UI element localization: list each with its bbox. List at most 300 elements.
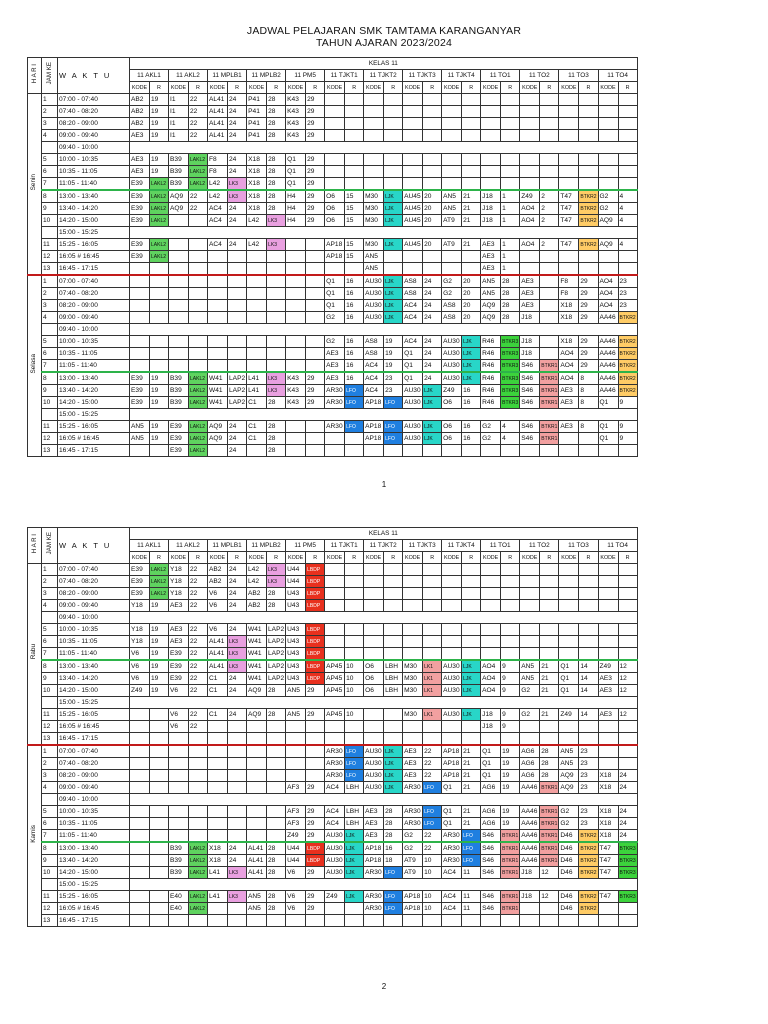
kode-cell: AQ9 — [598, 215, 618, 227]
table-row — [28, 842, 638, 855]
kode-cell: H4 — [286, 203, 306, 215]
kode-cell — [130, 770, 150, 782]
time-cell: 11:05 - 11:40 — [58, 360, 130, 373]
kode-cell — [598, 263, 618, 276]
room-cell — [579, 733, 598, 746]
room-cell: LJK — [384, 215, 403, 227]
kode-cell: AG6 — [481, 806, 501, 818]
kode-cell — [442, 564, 462, 576]
day-name: Rabu — [30, 644, 37, 660]
kode-cell — [247, 275, 267, 288]
kode-cell — [247, 758, 267, 770]
kode-cell: AA46 — [598, 360, 618, 373]
kode-cell — [481, 624, 501, 636]
kode-header: KODE — [169, 552, 189, 564]
kode-cell: M30 — [364, 190, 384, 203]
room-cell: 1 — [501, 263, 520, 276]
jam-cell: 12 — [42, 251, 58, 263]
kode-cell — [598, 745, 618, 758]
room-cell — [267, 745, 286, 758]
kode-cell — [520, 118, 540, 130]
kode-cell: Q1 — [325, 300, 345, 312]
kode-cell: Q1 — [442, 782, 462, 794]
class-header: 11 TO1 — [481, 540, 520, 552]
room-cell: BTKR1 — [501, 842, 520, 855]
kode-cell: AU30 — [364, 288, 384, 300]
room-cell: 21 — [540, 673, 559, 685]
room-cell — [189, 782, 208, 794]
kode-cell — [598, 564, 618, 576]
room-cell — [618, 648, 637, 661]
room-cell: 4 — [618, 239, 637, 251]
kode-cell: Y18 — [130, 624, 150, 636]
kode-cell: T47 — [559, 203, 579, 215]
kode-cell: AG6 — [520, 758, 540, 770]
room-cell — [228, 721, 247, 733]
kode-cell: E39 — [130, 397, 150, 409]
jam-cell: 13 — [42, 263, 58, 276]
kode-cell — [520, 588, 540, 600]
kode-cell — [364, 588, 384, 600]
kode-cell: AN5 — [520, 673, 540, 685]
room-cell: 21 — [462, 758, 481, 770]
table-row — [28, 421, 638, 433]
r-header: R — [540, 82, 559, 94]
room-cell: 29 — [579, 312, 598, 324]
room-cell: 23 — [579, 782, 598, 794]
kode-cell: AR30 — [325, 770, 345, 782]
room-cell: BTKR2 — [579, 190, 598, 203]
room-cell — [228, 312, 247, 324]
room-cell: 24 — [228, 673, 247, 685]
kode-cell — [208, 806, 228, 818]
kode-cell: D46 — [559, 830, 579, 843]
room-cell: 29 — [579, 300, 598, 312]
kode-cell: AE3 — [169, 600, 189, 612]
kode-cell: Q1 — [403, 372, 423, 385]
kode-cell: AR30 — [364, 903, 384, 915]
kode-cell — [442, 251, 462, 263]
kode-cell: G2 — [403, 842, 423, 855]
room-cell — [267, 830, 286, 843]
room-cell: LJK — [423, 433, 442, 445]
room-cell: LK1 — [423, 673, 442, 685]
kode-cell — [169, 782, 189, 794]
kode-cell — [364, 564, 384, 576]
kode-cell — [325, 588, 345, 600]
kode-cell: AQ9 — [208, 433, 228, 445]
kode-cell — [364, 106, 384, 118]
room-cell: 22 — [189, 576, 208, 588]
kode-cell: AP18 — [442, 758, 462, 770]
room-cell — [267, 818, 286, 830]
kode-cell: E39 — [130, 372, 150, 385]
kode-cell: E39 — [130, 239, 150, 251]
room-cell: 29 — [306, 372, 325, 385]
room-cell: 29 — [579, 288, 598, 300]
room-cell: LAP2 — [267, 624, 286, 636]
time-cell: 09:00 - 09:40 — [58, 130, 130, 142]
kode-cell — [169, 806, 189, 818]
kode-cell: I1 — [169, 106, 189, 118]
table-row — [28, 830, 638, 843]
kode-cell: AC4 — [442, 903, 462, 915]
kode-cell: AB2 — [247, 600, 267, 612]
room-cell: BTKR1 — [501, 855, 520, 867]
room-cell — [579, 251, 598, 263]
room-cell: 15 — [345, 215, 364, 227]
kode-cell: AF3 — [286, 818, 306, 830]
kode-cell: U44 — [286, 855, 306, 867]
room-cell — [189, 770, 208, 782]
kode-cell: O6 — [364, 673, 384, 685]
room-cell: 29 — [306, 397, 325, 409]
kode-cell: W41 — [247, 636, 267, 648]
kode-cell: V6 — [130, 648, 150, 661]
kode-cell: AC4 — [364, 385, 384, 397]
time-cell: 15:00 - 15:25 — [58, 697, 130, 709]
day-label — [28, 745, 42, 927]
kode-cell — [559, 588, 579, 600]
room-cell: LJK — [345, 891, 364, 903]
room-cell: BTKR2 — [618, 360, 637, 373]
time-cell: 07:00 - 07:40 — [58, 564, 130, 576]
room-cell — [423, 624, 442, 636]
kode-cell: AT9 — [442, 239, 462, 251]
kode-cell: Z49 — [598, 660, 618, 673]
room-cell — [189, 745, 208, 758]
room-cell — [345, 166, 364, 178]
time-cell: 15:00 - 15:25 — [58, 409, 130, 421]
room-cell — [618, 721, 637, 733]
kode-cell: P41 — [247, 130, 267, 142]
kode-cell: R46 — [481, 372, 501, 385]
room-cell: 29 — [306, 806, 325, 818]
jam-cell: 3 — [42, 300, 58, 312]
kode-cell: AN5 — [442, 203, 462, 215]
room-cell: LJK — [384, 770, 403, 782]
time-cell: 16:05 # 16:45 — [58, 721, 130, 733]
room-cell: 22 — [189, 600, 208, 612]
kode-cell — [208, 915, 228, 927]
room-cell: LAP2 — [228, 385, 247, 397]
kode-cell: G2 — [598, 203, 618, 215]
room-cell: 23 — [579, 806, 598, 818]
room-cell — [501, 636, 520, 648]
kode-cell — [481, 576, 501, 588]
room-cell: LAKL2 — [150, 588, 169, 600]
room-cell — [384, 624, 403, 636]
room-cell — [540, 166, 559, 178]
kode-cell: S46 — [481, 842, 501, 855]
room-cell: 19 — [501, 758, 520, 770]
room-cell: LAKL2 — [150, 251, 169, 263]
kode-cell: M30 — [364, 239, 384, 251]
room-cell: LAKL2 — [150, 576, 169, 588]
room-cell: LBH — [345, 806, 364, 818]
room-cell: BTKR2 — [579, 842, 598, 855]
kode-cell: AE3 — [481, 251, 501, 263]
kode-cell: AE3 — [169, 636, 189, 648]
kode-cell: B39 — [169, 385, 189, 397]
kode-cell: AP18 — [364, 855, 384, 867]
kode-cell: AE3 — [325, 348, 345, 360]
room-cell: 12 — [618, 709, 637, 721]
kode-cell — [286, 251, 306, 263]
room-cell — [423, 636, 442, 648]
kode-cell — [481, 118, 501, 130]
time-cell: 15:25 - 16:05 — [58, 891, 130, 903]
kode-cell: AU30 — [403, 433, 423, 445]
room-cell — [423, 263, 442, 276]
kode-cell — [520, 263, 540, 276]
room-cell — [540, 130, 559, 142]
kode-cell — [325, 445, 345, 457]
r-header: R — [345, 82, 364, 94]
room-cell — [228, 733, 247, 746]
room-cell — [306, 300, 325, 312]
room-cell — [384, 588, 403, 600]
room-cell — [228, 360, 247, 373]
room-cell — [462, 166, 481, 178]
room-cell: 29 — [306, 106, 325, 118]
room-cell: LJK — [423, 385, 442, 397]
room-cell: LAKL2 — [189, 855, 208, 867]
kode-cell: D46 — [559, 903, 579, 915]
room-cell — [306, 445, 325, 457]
jam-cell: 8 — [42, 190, 58, 203]
kode-cell: F8 — [559, 288, 579, 300]
room-cell — [423, 94, 442, 106]
room-cell: 23 — [579, 770, 598, 782]
kode-cell: X18 — [559, 336, 579, 348]
room-cell — [540, 263, 559, 276]
kode-cell: AL41 — [208, 94, 228, 106]
kode-cell: AN5 — [286, 709, 306, 721]
room-cell: 28 — [267, 685, 286, 697]
room-cell — [345, 648, 364, 661]
kode-cell: M30 — [403, 685, 423, 697]
table-row — [28, 576, 638, 588]
room-cell — [189, 830, 208, 843]
kode-cell — [520, 178, 540, 191]
room-cell: 19 — [150, 106, 169, 118]
kode-cell: O6 — [364, 660, 384, 673]
kode-header: KODE — [403, 552, 423, 564]
room-cell: LAP2 — [267, 660, 286, 673]
class-header: 11 TJKT4 — [442, 70, 481, 82]
kode-cell — [403, 445, 423, 457]
room-cell: 19 — [150, 397, 169, 409]
room-cell: 16 — [345, 360, 364, 373]
kode-cell — [442, 178, 462, 191]
kode-cell: AR30 — [325, 397, 345, 409]
kode-cell — [364, 576, 384, 588]
kode-cell: AB2 — [247, 588, 267, 600]
room-cell — [540, 733, 559, 746]
room-cell — [462, 564, 481, 576]
kode-cell — [130, 915, 150, 927]
room-cell: 28 — [501, 275, 520, 288]
room-cell: 29 — [306, 685, 325, 697]
class-header: 11 TO3 — [559, 540, 598, 552]
room-cell: 22 — [189, 190, 208, 203]
table-row — [28, 612, 638, 624]
room-cell: LFO — [384, 421, 403, 433]
kode-cell — [559, 263, 579, 276]
kode-cell: AS8 — [364, 336, 384, 348]
kode-cell — [325, 903, 345, 915]
room-cell: 22 — [189, 106, 208, 118]
kode-cell: AP18 — [364, 842, 384, 855]
room-cell — [345, 576, 364, 588]
room-cell — [384, 576, 403, 588]
room-cell — [618, 600, 637, 612]
kode-cell: AR30 — [325, 421, 345, 433]
kode-cell — [325, 721, 345, 733]
room-cell: 24 — [228, 685, 247, 697]
kode-cell — [364, 648, 384, 661]
class-header: 11 TO4 — [598, 540, 637, 552]
room-cell: 28 — [267, 397, 286, 409]
kode-cell: AE3 — [325, 372, 345, 385]
time-cell: 13:40 - 14:20 — [58, 673, 130, 685]
kode-cell: X18 — [247, 166, 267, 178]
kode-cell — [169, 818, 189, 830]
room-cell: LJK — [462, 673, 481, 685]
room-cell: 28 — [540, 745, 559, 758]
room-cell — [228, 275, 247, 288]
kode-cell — [325, 433, 345, 445]
kode-cell — [286, 421, 306, 433]
kode-cell — [559, 94, 579, 106]
kode-cell: AU30 — [325, 867, 345, 879]
kode-cell: AL41 — [208, 660, 228, 673]
kode-cell: G2 — [598, 190, 618, 203]
table-row — [28, 178, 638, 191]
header-waktu: W A K T U — [58, 528, 130, 564]
jam-cell: 4 — [42, 600, 58, 612]
jam-cell: 6 — [42, 818, 58, 830]
kode-cell — [598, 636, 618, 648]
kode-cell: U43 — [286, 588, 306, 600]
room-cell: 22 — [189, 118, 208, 130]
table-row — [28, 263, 638, 276]
kode-cell — [169, 758, 189, 770]
room-cell: 24 — [618, 782, 637, 794]
room-cell — [423, 564, 442, 576]
room-cell: LFO — [345, 745, 364, 758]
jam-cell: 10 — [42, 397, 58, 409]
room-cell: 9 — [501, 673, 520, 685]
kode-cell — [442, 106, 462, 118]
kode-cell: P41 — [247, 106, 267, 118]
r-header: R — [423, 552, 442, 564]
room-cell — [306, 733, 325, 746]
kode-cell: AA46 — [598, 372, 618, 385]
kode-cell — [481, 564, 501, 576]
kode-cell — [481, 445, 501, 457]
table-row — [28, 300, 638, 312]
kode-cell — [169, 300, 189, 312]
time-cell: 16:45 - 17:15 — [58, 733, 130, 746]
kode-cell — [520, 106, 540, 118]
room-cell: 24 — [228, 106, 247, 118]
kode-cell: X18 — [598, 830, 618, 843]
kode-cell: AA46 — [520, 855, 540, 867]
kode-cell: AE3 — [325, 360, 345, 373]
room-cell — [540, 118, 559, 130]
kode-cell: K43 — [286, 118, 306, 130]
room-cell: 24 — [228, 600, 247, 612]
room-cell: 24 — [228, 94, 247, 106]
time-cell: 11:05 - 11:40 — [58, 830, 130, 843]
kode-cell — [169, 348, 189, 360]
kode-cell: S46 — [520, 397, 540, 409]
kode-cell: AE3 — [598, 709, 618, 721]
jam-cell: 1 — [42, 275, 58, 288]
room-cell — [267, 348, 286, 360]
room-cell: LFO — [384, 397, 403, 409]
room-cell — [579, 178, 598, 191]
table-row — [28, 673, 638, 685]
day-name: Senin — [30, 173, 37, 191]
room-cell — [228, 745, 247, 758]
jam-cell: 12 — [42, 721, 58, 733]
time-cell: 07:40 - 08:20 — [58, 106, 130, 118]
time-cell: 16:45 - 17:15 — [58, 915, 130, 927]
kode-cell: Q1 — [598, 397, 618, 409]
room-cell: 15 — [345, 190, 364, 203]
kode-cell: E39 — [130, 385, 150, 397]
room-cell — [228, 903, 247, 915]
kode-cell: AU30 — [325, 855, 345, 867]
kode-cell — [559, 624, 579, 636]
r-header: R — [501, 552, 520, 564]
room-cell — [150, 915, 169, 927]
kode-cell: AN5 — [130, 433, 150, 445]
jam-cell: 4 — [42, 312, 58, 324]
room-cell: LFO — [384, 903, 403, 915]
room-cell — [267, 288, 286, 300]
room-cell: LK3 — [267, 372, 286, 385]
kode-header: KODE — [442, 552, 462, 564]
time-cell: 14:20 - 15:00 — [58, 397, 130, 409]
kode-cell: S46 — [520, 421, 540, 433]
table-row — [28, 745, 638, 758]
kode-cell: AT9 — [442, 215, 462, 227]
room-cell: 22 — [423, 770, 442, 782]
kode-cell — [130, 891, 150, 903]
kode-cell — [559, 118, 579, 130]
room-cell: BTKR3 — [501, 397, 520, 409]
kode-cell: D46 — [559, 855, 579, 867]
kode-cell — [364, 733, 384, 746]
kode-cell — [247, 806, 267, 818]
kode-cell: E39 — [130, 203, 150, 215]
kode-cell: AQ9 — [169, 203, 189, 215]
kode-cell — [598, 445, 618, 457]
room-cell — [501, 154, 520, 166]
kode-cell: AR30 — [403, 806, 423, 818]
kode-cell: Y18 — [169, 588, 189, 600]
room-cell — [618, 178, 637, 191]
room-cell — [189, 733, 208, 746]
room-cell: 8 — [579, 372, 598, 385]
room-cell: 23 — [384, 372, 403, 385]
room-cell — [228, 300, 247, 312]
kode-cell: AN5 — [130, 421, 150, 433]
